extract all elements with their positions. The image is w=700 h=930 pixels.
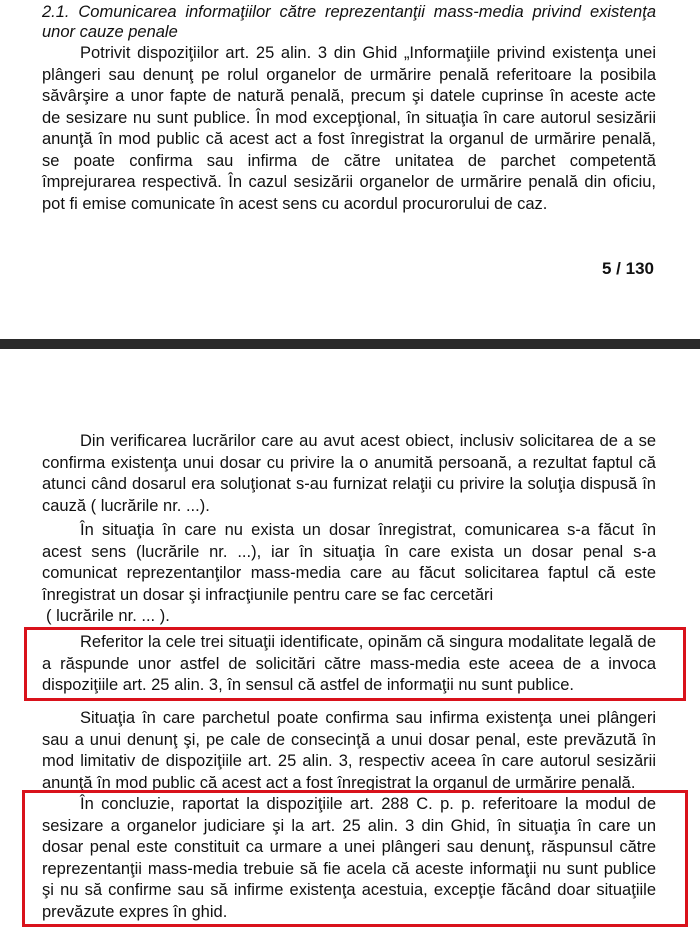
paragraph-confirm-infirm: Situaţia în care parchetul poate confirma sau infirma existenţa unei plângeri sau a unui denunţ şi, pe cale de consecinţă a unui dosar penal, este prevăzută în mod limitativ de dispoziţiile art. 25 alin. 3, respectiv aceea în care autorul sesizării anunţă în mod public că acest act a fost înregistrat la organul de urmărire penală.: [42, 709, 656, 792]
document-page-top: [0, 0, 700, 338]
paragraph-three-situations: Referitor la cele trei situaţii identificate, opinăm că singura modalitate legală de a răspunde unor astfel de solicitări către mass-media este aceea de a invoca dispoziţiile art. 25 alin. 3, în sensul că astfel de informaţii nu sunt publice.: [42, 633, 656, 694]
page-separator: [0, 339, 700, 349]
paragraph-no-dossier: În situaţia în care nu exista un dosar înregistrat, comunicarea s-a făcut în acest sens (lucrările nr. ...), iar în situaţia în care exista un dosar penal s-a comunicat reprezentanţilor mass-media care au făcut solicitarea faptul că este înregistrat un dosar şi infracţiunile pentru care se fac cercetări: [42, 521, 656, 604]
page-number: 5 / 130: [602, 259, 654, 278]
paragraph-conclusion: În concluzie, raportat la dispoziţiile art. 288 C. p. p. referitoare la modul de sesizare a organelor judiciare şi la art. 25 alin. 3 din Ghid, în situaţia în care un dosar penal este constituit ca urmare a unei plângeri sau denunţ, răspunsul către reprezentanţii mass-media trebuie să fie acela că aceste informaţii nu sunt publice şi nu să confirme sau să infirme existenţa acestuia, excepţie făcând doar situaţiile prevăzute expres în ghid.: [42, 795, 656, 921]
highlight-box-conclusion: [22, 790, 688, 927]
paragraph-art-25-quote: Potrivit dispoziţiilor art. 25 alin. 3 din Ghid „Informaţiile privind existenţa unei plângeri sau denunţ pe rolul organelor de urmărire penală referitoare la posibila săvârşire a unor fapte de natură penală, precum şi datele cuprinse în aceste acte de sesizare nu sunt publice. În mod excepţional, în situaţia în care autorul sesizării anunţă în mod public că acest act a fost înregistrat la organul de urmărire penală, se poate confirma sau infirma de către unitatea de parchet competentă împrejurarea respectivă. În cazul sesizării organelor de urmărire penală din oficiu, pot fi emise comunicate în acest sens cu acordul procurorului de caz.: [42, 44, 656, 213]
highlight-box-three-situations: [24, 627, 686, 701]
reference-line: ( lucrările nr. ... ).: [46, 607, 170, 625]
paragraph-verification: Din verificarea lucrărilor care au avut acest obiect, inclusiv solicitarea de a se confirma existenţa unui dosar cu privire la o anumită persoană, a rezultat faptul că atunci când dosarul era soluţionat s-au furnizat relaţii cu privire la soluţia dispusă în cauză ( lucrările nr. ...).: [42, 432, 656, 515]
section-heading: 2.1. Comunicarea informaţiilor către reprezentanţii mass-media privind existenţa unor cauze penale: [42, 3, 656, 41]
